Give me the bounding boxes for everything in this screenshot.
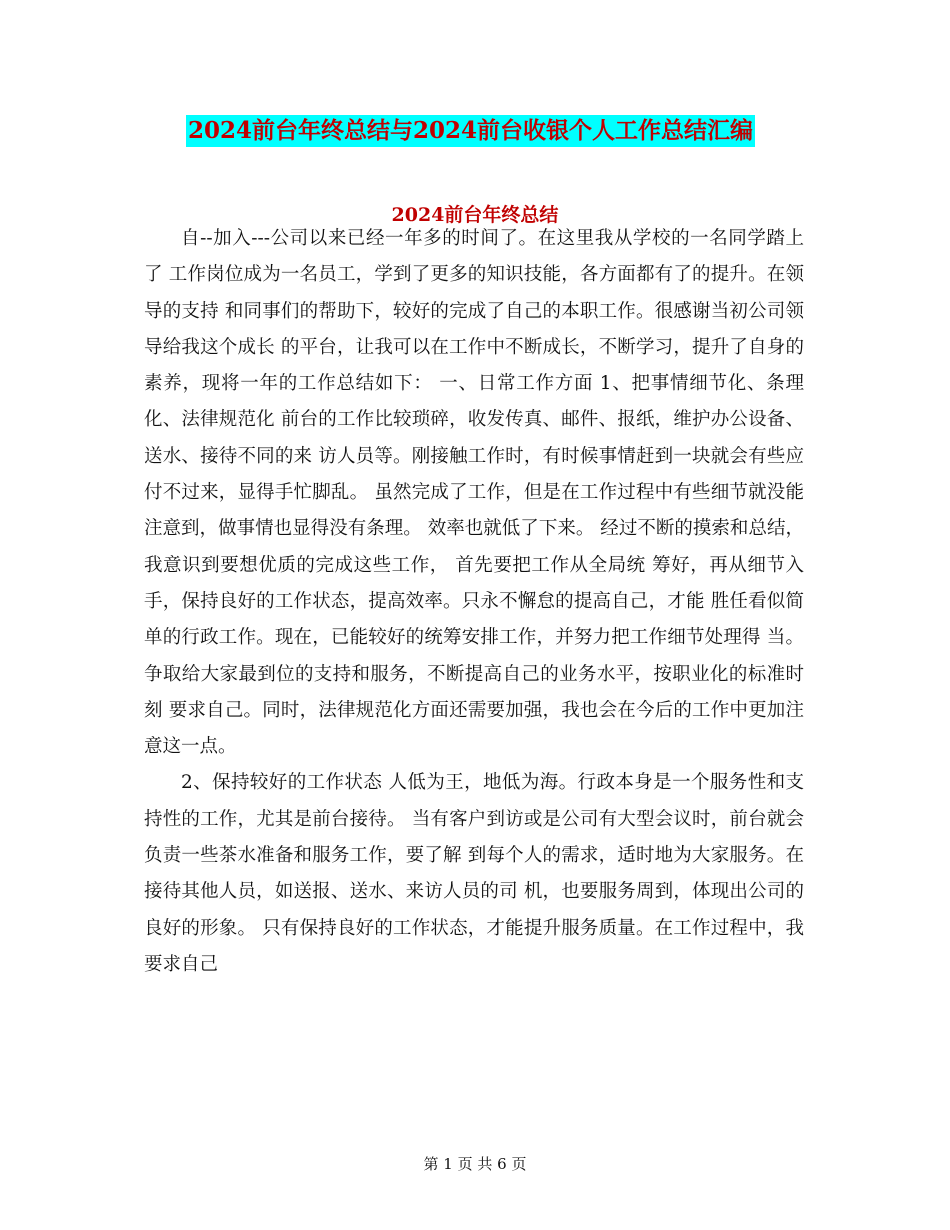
page-footer: 第 1 页 共 6 页	[423, 1155, 527, 1173]
section-title: 2024前台年终总结	[391, 204, 559, 226]
paragraph-1: 自--加入---公司以来已经一年多的时间了。在这里我从学校的一名同学踏上了 工作岗位成为一名员工，学到了更多的知识技能，各方面都有了的提升。在领导的支持 和同事们的帮助下，较好的完成了自己的本职工作。很感谢当初公司领导给我这个成长 的平台，让我可以在工作中不断成长，不断学习，提升了自身的素养，现将一年的工作总结如下： 一、日常工作方面 1、把事情细节化、条理化、法律规范化 前台的工作比较琐碎，收发传真、邮件、报纸，维护办公设备、送水、接待不同的来 访人员等。刚接触工作时，有时候事情赶到一块就会有些应付不过来，显得手忙脚乱。 虽然完成了工作，但是在工作过程中有些细节就没能注意到，做事情也显得没有条理。 效率也就低了下来。 经过不断的摸索和总结， 我意识到要想优质的完成这些工作， 首先要把工作从全局统 筹好，再从细节入手，保持良好的工作状态，提高效率。只永不懈怠的提高自己，才能 胜任看似简单的行政工作。现在，已能较好的统筹安排工作，并努力把工作细节处理得 当。争取给大家最到位的支持和服务，不断提高自己的业务水平，按职业化的标准时刻 要求自己。同时，法律规范化方面还需要加强，我也会在今后的工作中更加注意这一点。	[144, 228, 804, 758]
paragraph-2: 2、保持较好的工作状态 人低为王，地低为海。行政本身是一个服务性和支持性的工作，尤其是前台接待。 当有客户到访或是公司有大型会议时，前台就会负责一些茶水准备和服务工作，要了解 到每个人的需求，适时地为大家服务。在接待其他人员，如送报、送水、来访人员的司 机，也要服务周到，体现出公司的良好的形象。 只有保持良好的工作状态，才能提升服务质量。在工作过程中，我要求自己	[144, 772, 804, 975]
document-body	[144, 221, 804, 983]
document-title: 2024前台年终总结与2024前台收银个人工作总结汇编	[186, 115, 755, 147]
